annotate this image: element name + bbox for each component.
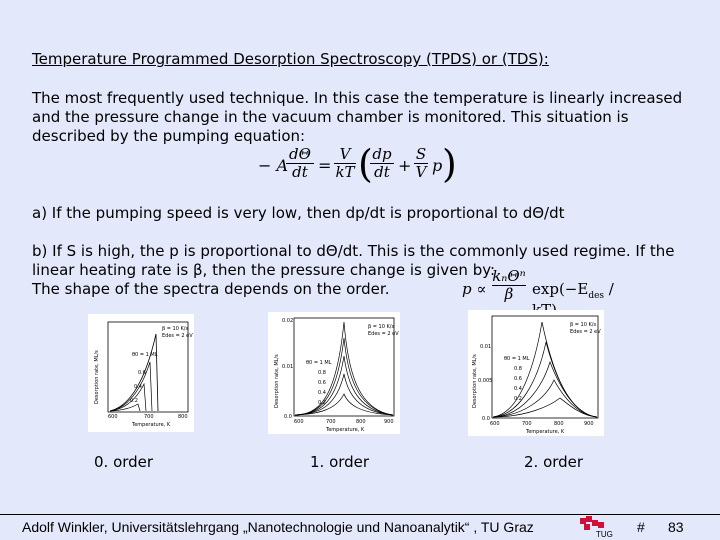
plot1-ytick-3: 0.0 [284, 414, 292, 420]
first-order-label: 1. order [310, 453, 370, 471]
plot2-legend-2: Edes = 2 eV [570, 329, 601, 335]
plot1-xlabel: Temperature, K [326, 427, 365, 433]
plot1-curve-label-4: 0.4 [318, 390, 326, 396]
plot0-curve-label-2: 0.6 [138, 370, 146, 376]
plot-zero-order [88, 314, 194, 432]
plot1-curve-label-5: 0.2 [318, 400, 326, 406]
plot2-curve-label-5: 0.2 [514, 396, 522, 402]
plot2-xtick-2: 700 [522, 421, 532, 427]
plot0-curve-label-3: 0.4 [134, 384, 142, 390]
plot2-xtick-4: 900 [584, 421, 594, 427]
pumping-equation: − A dΘ dt = V kT ( dp dt + S V p ) [258, 142, 457, 186]
plot1-curve-label-1: θ0 = 1 ML [306, 360, 332, 366]
plot2-ytick-1: 0.01 [480, 344, 492, 350]
pressure-equation: p ∝ kₙΘⁿ β $\exp(-E_{des}$ / [462, 267, 614, 303]
plot1-ylabel: Desorption rate, ML/s [274, 354, 280, 408]
slide-number: 83 [668, 519, 684, 535]
plot2-xtick-3: 800 [554, 421, 564, 427]
footer-credit: Adolf Winkler, Universitätslehrgang „Nanotechnologie und Nanoanalytik“ , TU Graz [22, 519, 534, 535]
plot-second-order [468, 310, 604, 436]
item-b-line-1: b) If S is high, the p is proportional to dΘ/dt. This is the commonly used regime. If the [32, 242, 675, 260]
plot1-legend-2: Edes = 2 eV [368, 331, 399, 337]
zero-order-label: 0. order [94, 453, 154, 471]
plot0-ylabel: Desorption rate, ML/s [94, 350, 100, 404]
plot2-curve-label-4: 0.4 [514, 386, 522, 392]
tug-logo-text: TUG [596, 530, 613, 538]
item-a: a) If the pumping speed is very low, then dp/dt is proportional to dΘ/dt [32, 204, 565, 222]
plot2-ytick-2: 0.005 [478, 378, 493, 384]
slide-number-hash: # [637, 519, 645, 535]
plot0-xtick-1: 600 [108, 414, 118, 420]
intro-paragraph: The most frequently used technique. In this case the temperature is linearly increased and the pressure change in the vacuum chamber is monitored. This situation is described by the pumping equation: [32, 89, 683, 145]
plot2-legend-1: β = 10 K/s [570, 322, 597, 328]
plot2-curve-label-1: θ0 = 1 ML [504, 356, 530, 362]
plot1-xtick-2: 700 [326, 419, 336, 425]
plot2-xtick-1: 600 [490, 421, 500, 427]
item-b-line-3: The shape of the spectra depends on the order. [32, 280, 390, 298]
plot0-xtick-2: 700 [144, 414, 154, 420]
plot1-curve-label-2: 0.8 [318, 370, 326, 376]
plot1-xtick-3: 800 [356, 419, 366, 425]
plot2-ylabel: Desorption rate, ML/s [472, 354, 478, 408]
plot2-xlabel: Temperature, K [526, 429, 565, 435]
plot0-legend-1: β = 10 K/s [162, 326, 189, 332]
second-order-label: 2. order [524, 453, 584, 471]
plot2-ytick-3: 0.0 [482, 416, 490, 422]
plot1-ytick-2: 0.01 [282, 364, 294, 370]
tug-logo-icon [578, 514, 618, 538]
plot-first-order [268, 312, 400, 434]
plot2-curve-label-3: 0.6 [514, 376, 522, 382]
plot1-xtick-4: 900 [384, 419, 394, 425]
plot0-legend-2: Edes = 2 eV [162, 333, 193, 339]
plot2-curve-label-2: 0.8 [514, 366, 522, 372]
plot0-xtick-3: 800 [178, 414, 188, 420]
plot1-xtick-1: 600 [294, 419, 304, 425]
slide-title: Temperature Programmed Desorption Spectroscopy (TPDS) or (TDS): [32, 50, 549, 68]
plot0-curve-label-1: θ0 = 1 ML [132, 352, 158, 358]
plot1-ytick-1: 0.02 [282, 318, 294, 324]
plot1-curve-label-3: 0.6 [318, 380, 326, 386]
plot0-curve-label-4: 0.2 [130, 398, 138, 404]
plot1-legend-1: β = 10 K/s [368, 324, 395, 330]
plot0-xlabel: Temperature, K [132, 422, 171, 428]
item-b-line-2: linear heating rate is β, then the pressure change is given by: [32, 261, 496, 279]
